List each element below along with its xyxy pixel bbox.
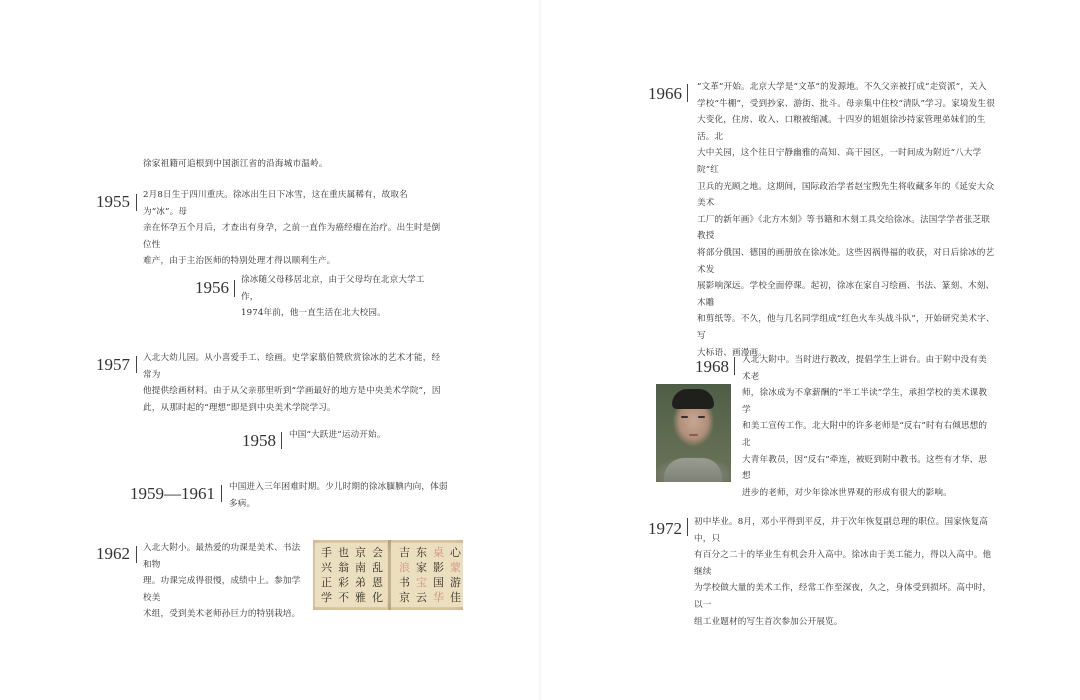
- copybook-glyph: 学: [321, 591, 332, 604]
- text-line: 入北大幼儿园。从小喜爱手工、绘画。史学家翦伯赞欣赏徐冰的艺术才能，经常为: [143, 353, 441, 380]
- text-line: 学校“牛棚”，受到抄家、游街、批斗。母亲集中住校“清队”学习。家境发生很: [697, 98, 995, 109]
- copybook-glyph: 正: [321, 576, 332, 589]
- text-line: 展影响深远。学校全面停课。起初，徐冰在家自习绘画、书法、篆刻、木刻、木雕: [697, 281, 995, 308]
- copybook-glyph: 游: [450, 576, 461, 589]
- copybook-glyph: 乱: [372, 561, 383, 574]
- year-1968: 1968: [695, 357, 729, 376]
- text-line: 多病。: [229, 498, 256, 509]
- year-1962: 1962: [96, 544, 130, 563]
- text-line: 初中毕业。8月，邓小平得到平反，并于次年恢复副总理的职位。国家恢复高中，只: [694, 517, 989, 544]
- year-rule: [687, 518, 688, 536]
- text-line: 和美工宣传工作。北大附中的许多老师是“反右”时有右倾思想的北: [742, 421, 988, 448]
- copybook-glyph: 京: [399, 591, 410, 604]
- copybook-glyph: 弟: [355, 576, 366, 589]
- text-line: 难产，由于主治医师的特别处理才得以顺利生产。: [143, 256, 336, 267]
- text-line: 入北大附中。当时进行教改，提倡学生上讲台。由于附中没有美术老: [742, 355, 987, 382]
- entry-1966-text: [697, 79, 997, 361]
- entry-1956-text: [241, 272, 441, 322]
- entry-1958-text: [289, 427, 439, 444]
- copybook-glyph: 翁: [338, 561, 349, 574]
- year-1957: 1957: [96, 355, 130, 374]
- year-1955: 1955: [96, 192, 130, 211]
- text-line: 中国进入三年困难时期。少儿时期的徐冰腼腆内向，体弱: [229, 482, 448, 492]
- copybook-glyph: 手: [321, 546, 332, 559]
- copybook-glyph: 南: [355, 561, 366, 574]
- copybook-glyph: 蒙: [450, 561, 461, 574]
- copybook-glyph: 浪: [399, 561, 410, 574]
- entry-1972-text: [694, 514, 994, 630]
- boy-portrait-photo: [656, 384, 731, 482]
- copybook-glyph: 宝: [416, 576, 427, 589]
- calligraphy-copybook-photo: [313, 540, 463, 610]
- year-rule: [687, 84, 688, 102]
- year-rule: [136, 546, 137, 563]
- portrait-collar: [664, 458, 722, 482]
- portrait-eye: [698, 416, 705, 418]
- copybook-glyph: 东: [416, 546, 427, 559]
- text-line: 入北大附小。最热爱的功课是美术、书法和物: [143, 543, 301, 570]
- copybook-glyph: 国: [433, 576, 444, 589]
- copybook-glyph: 佳: [450, 591, 461, 604]
- text-line: 他提供绘画材料。由于从父亲那里听到“学画最好的地方是中央美术学院”，因: [143, 386, 441, 397]
- intro-text: 徐家祖籍可追根到中国浙江省的沿海城市温岭。: [143, 159, 328, 169]
- copybook-glyph: 恩: [372, 576, 383, 589]
- book-gutter: [538, 0, 542, 700]
- year-1956: 1956: [195, 278, 229, 297]
- copybook-glyph: 桌: [433, 546, 444, 559]
- portrait-eye: [681, 416, 688, 418]
- text-line: 和剪纸等。不久，他与几名同学组成“红色火车头战斗队”，开始研究美术字、写: [697, 314, 995, 341]
- year-1958: 1958: [242, 431, 276, 450]
- copybook-glyph: 彩: [338, 576, 349, 589]
- text-line: 1974年前，他一直生活在北大校园。: [241, 308, 386, 319]
- year-rule: [136, 356, 137, 373]
- copybook-glyph: 会: [372, 546, 383, 559]
- text-line: 2月8日生于四川重庆。徐冰出生日下冰雪，这在重庆属稀有，故取名为“冰”。母: [143, 190, 408, 217]
- copybook-glyph: 雅: [355, 591, 366, 604]
- text-line: 有百分之二十的毕业生有机会升入高中。徐冰由于美工能力，得以入高中。他继续: [694, 550, 992, 577]
- text-line: 理。功课完成得很慢，成绩中上。参加学校美: [143, 576, 301, 603]
- text-line: 徐冰随父母移居北京，由于父母均在北京大学工作，: [241, 275, 425, 302]
- copybook-glyph: 不: [338, 591, 349, 604]
- year-1966: 1966: [648, 84, 682, 103]
- text-line: 大变化，住房、收入、口粮被缩减。十四岁的姐姐徐沙持家管理弟妹们的生活。北: [697, 115, 986, 142]
- text-line: 此，从那时起的“理想”即是到中央美术学院学习。: [143, 402, 336, 413]
- copybook-glyph: 心: [450, 546, 461, 559]
- copybook-fold: [388, 540, 391, 610]
- copybook-glyph: 化: [372, 591, 383, 604]
- portrait-hair: [672, 389, 714, 409]
- text-line: 术组，受到美术老师孙巨力的特别栽培。: [143, 609, 301, 620]
- year-rule: [221, 485, 222, 502]
- copybook-glyph: 书: [399, 576, 410, 589]
- year-rule: [234, 280, 235, 297]
- copybook-glyph: 影: [433, 561, 444, 574]
- copybook-glyph: 云: [416, 591, 427, 604]
- copybook-glyph: 华: [433, 591, 444, 604]
- entry-1968-text: [742, 352, 992, 501]
- entry-1962-text: [143, 540, 309, 623]
- text-line: 亲在怀孕五个月后，才查出有身孕，之前一直作为癌经瘤在治疗。出生时是倒位性: [143, 223, 441, 250]
- copybook-glyph: 兴: [321, 561, 332, 574]
- entry-1957-text: [143, 350, 443, 416]
- text-line: 大中关园，这个往日宁静幽雅的高知、高干园区，一时间成为附近“八大学院”红: [697, 148, 982, 175]
- copybook-glyph: 京: [355, 546, 366, 559]
- year-1972: 1972: [648, 519, 682, 538]
- text-line: 大标语、画漫画。: [697, 347, 767, 358]
- copybook-glyph: 家: [416, 561, 427, 574]
- copybook-glyph: 也: [338, 546, 349, 559]
- text-line: 组工业题材的写生首次参加公开展览。: [694, 616, 843, 627]
- entry-1959-text: [229, 479, 449, 512]
- copybook-glyph: 吉: [399, 546, 410, 559]
- text-line: 工厂的新年画》《北方木刻》等书籍和木刻工具交给徐冰。法国学学者张芝联教授: [697, 214, 990, 242]
- year-rule: [136, 194, 137, 211]
- text-line: 为学校做大量的美术工作，经常工作至深夜，久之，身体受到损坏。高中时，以一: [694, 583, 992, 610]
- text-line: 师，徐冰成为不拿薪酬的“半工半读”学生，承担学校的美术课教学: [742, 388, 988, 415]
- text-line: 大青年教员，因“反右”牵连，被贬到附中教书。这些有才华、思想: [742, 454, 988, 482]
- year-rule: [734, 357, 735, 375]
- text-line: 将部分俄国、德国的画册放在徐冰处。这些因祸得福的收获，对日后徐冰的艺术发: [697, 247, 995, 275]
- text-line: 进步的老师，对少年徐冰世界观的形成有很大的影响。: [742, 487, 952, 498]
- entry-1955-text: [143, 187, 443, 270]
- year-rule: [281, 432, 282, 449]
- portrait-mouth: [689, 434, 698, 436]
- text-line: 中国“大跃进”运动开始。: [289, 430, 386, 440]
- text-line: “文革”开始。北京大学是“文革”的发源地。不久父亲被打成“走资派”，关入: [697, 82, 987, 92]
- text-line: 卫兵的光顾之地。这期间，国际政治学者赵宝煦先生将收藏多年的《延安大众美术: [697, 181, 995, 209]
- year-1959-1961: 1959—1961: [130, 484, 215, 503]
